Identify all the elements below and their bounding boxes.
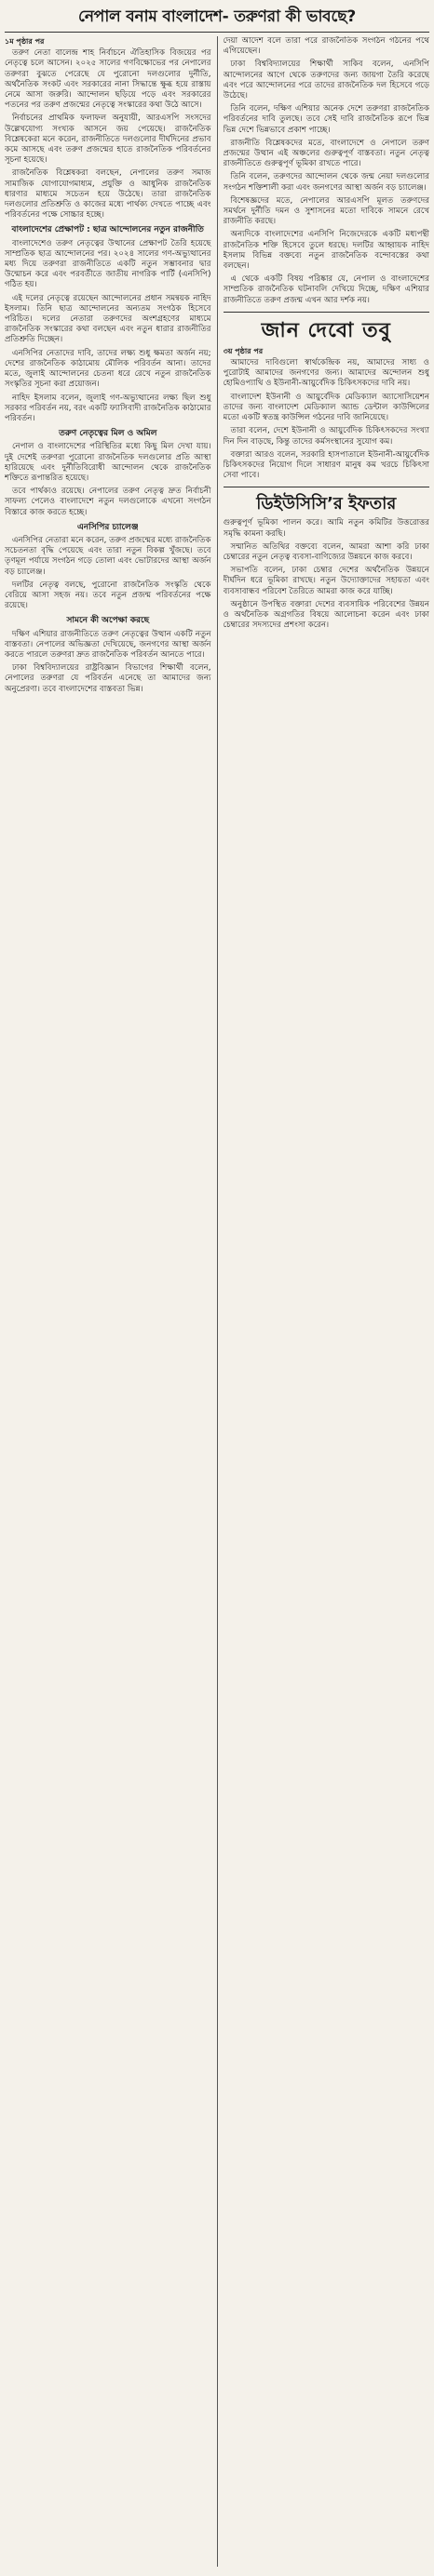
section-title: জান দেবো তবু <box>261 318 391 342</box>
paragraph: তিনি বলেন, তরুণদের আন্দোলন থেকে জন্ম নেয়া দলগুলোর সংগঠন শক্তিশালী করা এবং জনগণের আস্থা অর্জন বড় চ্যালেঞ্জ। <box>223 172 429 193</box>
continuation-label: ৩য় পৃষ্ঠার পর <box>223 346 264 355</box>
article-columns <box>5 36 429 2567</box>
paragraph: এ থেকে একটি বিষয় পরিষ্কার যে, নেপাল ও বাংলাদেশের সাম্প্রতিক রাজনৈতিক ঘটনাবলি দেখিয়ে দিচ্ছে, দক্ষিণ এশিয়ার রাজনীতিতে তরুণ প্রজন্ম এখন আর দর্শক নয়। <box>223 274 429 305</box>
subheading: বাংলাদেশের প্রেক্ষাপট : ছাত্র আন্দোলনের নতুন রাজনীতি <box>11 225 204 235</box>
right-column <box>224 36 430 2567</box>
continuation-label: ১ম পৃষ্ঠার পর <box>5 37 45 46</box>
paragraph: সভাপতি বলেন, ঢাকা চেম্বার দেশের অর্থনৈতিক উন্নয়নে দীর্ঘদিন ধরে ভূমিকা রাখছে। নতুন উদ্যোক্তাদের সহায়তা এবং ব্যবসাবান্ধব পরিবেশ তৈরিতে আমরা কাজ করে যাচ্ছি। <box>223 566 429 596</box>
paragraph: এনসিপির নেতারা মনে করেন, তরুণ প্রজন্মের মধ্যে রাজনৈতিক সচেতনতা বৃদ্ধি পেয়েছে এবং তারা নতুন বিকল্প খুঁজছে। তবে তৃণমূল পর্যায়ে সংগঠন গড়ে তোলা এবং ভোটারদের আস্থা অর্জন বড় চ্যালেঞ্জ। <box>5 535 211 577</box>
left-column <box>5 36 211 2567</box>
paragraph: রাজনীতি বিশ্লেষকদের মতে, বাংলাদেশে ও নেপালে তরুণ প্রজন্মের উত্থান এই অঞ্চলের গুরুত্বপূর্ণ বাস্তবতা। নতুন নেতৃত্ব রাজনীতিতে গুরুত্বপূর্ণ ভূমিকা রাখতে পারে। <box>223 138 429 169</box>
column-divider <box>217 36 218 2567</box>
section-rule <box>224 312 430 313</box>
paragraph: তিনি বলেন, দক্ষিণ এশিয়ার অনেক দেশে তরুণরা রাজনৈতিক পরিবর্তনের দাবি তুলছে। তবে সেই দাবি রাজনৈতিক রূপে ভিন্ন ভিন্ন দেশে ভিন্নভাবে প্রকাশ পাচ্ছে। <box>223 104 429 135</box>
paragraph: এনসিপির নেতাদের দাবি, তাদের লক্ষ্য শুধু ক্ষমতা অর্জন নয়; দেশের রাজনৈতিক কাঠামোয় মৌলিক পরিবর্তন আনা। তাদের মতে, জুলাই আন্দোলনের চেতনা ধরে রেখে নতুন রাজনৈতিক সংস্কৃতির সূচনা করা প্রয়োজন। <box>5 348 211 390</box>
paragraph: অনুষ্ঠানে উপস্থিত বক্তারা দেশের ব্যবসায়িক পরিবেশের উন্নয়ন ও অর্থনৈতিক অগ্রগতির বিষয়ে আলোচনা করেন এবং ঢাকা চেম্বারের সদস্যদের প্রশংসা করেন। <box>223 599 429 631</box>
paragraph: বিশেষজ্ঞদের মতে, নেপালের আরএসপি মূলত তরুণদের সমর্থনে দুর্নীতি দমন ও সুশাসনের মতো দাবিকে সামনে রেখে রাজনীতি করছে। <box>223 195 429 227</box>
paragraph: দক্ষিণ এশিয়ার রাজনীতিতে তরুণ নেতৃত্বের উত্থান একটি নতুন বাস্তবতা। নেপালের অভিজ্ঞতা দেখিয়েছে, জনগণের আস্থা অর্জন করতে পারলে তরুণরা দ্রুত রাজনৈতিক পরিবর্তন আনতে পারে। <box>5 629 211 660</box>
paragraph: তারা বলেন, দেশে ইউনানী ও আয়ুর্বেদিক চিকিৎসকদের সংখ্যা দিন দিন বাড়ছে, কিন্তু তাদের কর্মসংস্থানের সুযোগ কম। <box>223 426 429 447</box>
paragraph: বাংলাদেশেও তরুণ নেতৃত্বের উত্থানের প্রেক্ষাপট তৈরি হয়েছে সাম্প্রতিক ছাত্র আন্দোলনের পর। ২০২৪ সালের গণ-অভ্যুত্থানের মধ্য দিয়ে তরুণরা রাজনীতিতে একটি নতুন সম্ভাবনার দ্বার উন্মোচন করে এবং পরবর্তীতে জাতীয় নাগরিক পার্টি (এনসিপি) গঠিত হয়। <box>5 238 211 290</box>
paragraph: দেয়া আদেশ বলে তারা পরে রাজনৈতিক সংগঠন গঠনের পথে এগিয়েছেন। <box>223 36 429 57</box>
section-title: ডিইউসিসি’র ইফতার <box>256 494 397 514</box>
paragraph: নেপাল ও বাংলাদেশের পরিস্থিতির মধ্যে কিছু মিল দেখা যায়। দুই দেশেই তরুণরা পুরোনো রাজনৈতিক দলগুলোর প্রতি আস্থা হারিয়েছে এবং দুর্নীতিবিরোধী আন্দোলন থেকে রাজনৈতিক শক্তিতে রূপান্তরিত হয়েছে। <box>5 442 211 483</box>
paragraph: সম্মানিত অতিথির বক্তব্যে বলেন, আমরা আশা করি ঢাকা চেম্বারের নতুন নেতৃত্ব ব্যবসা-বাণিজ্যের উন্নয়নে কাজ করবে। <box>223 541 429 562</box>
paragraph: দলটির নেতৃত্ব বলছে, পুরোনো রাজনৈতিক সংস্কৃতি থেকে বেরিয়ে আসা সহজ নয়। তবে নতুন প্রজন্ম পরিবর্তনের পক্ষে রয়েছে। <box>5 580 211 611</box>
paragraph: গুরুত্বপূর্ণ ভূমিকা পালন করে। আমি নতুন কমিটির উত্তরোত্তর সমৃদ্ধি কামনা করছি। <box>223 518 429 539</box>
subheading: সামনে কী অপেক্ষা করছে <box>66 616 150 626</box>
paragraph: এই দলের নেতৃত্বে রয়েছেন আন্দোলনের প্রধান সমন্বয়ক নাহিদ ইসলাম। তিনি ছাত্র আন্দোলনের অন্যতম সংগঠক হিসেবে পরিচিত। দলের নেতারা তরুণদের অংশগ্রহণের মাধ্যমে রাজনৈতিক সংস্কারের কথা বলছেন এবং নতুন ধারার রাজনীতির প্রতিশ্রুতি দিচ্ছেন। <box>5 293 211 345</box>
paragraph: তবে পার্থক্যও রয়েছে। নেপালের তরুণ নেতৃত্ব দ্রুত নির্বাচনী সাফল্য পেলেও বাংলাদেশে নতুন দলগুলোকে এখনো সংগঠন বিস্তারে কাজ করতে হচ্ছে। <box>5 487 211 517</box>
paragraph: অন্যদিকে বাংলাদেশের এনসিপি নিজেদেরকে একটি মধ্যপন্থী রাজনৈতিক শক্তি হিসেবে তুলে ধরছে। দলটির আহ্বায়ক নাহিদ ইসলাম বিভিন্ন বক্তব্যে নতুন রাজনৈতিক বন্দোবস্তের কথা বলছেন। <box>223 230 429 272</box>
paragraph: আমাদের দাবিগুলো স্বার্থকেন্দ্রিক নয়, আমাদের সাধ্য ও পুরোটাই আমাদের জনগণের জন্য। আমাদের অন্দোলন শুধু হোমিওপ্যাথি ও ইউনানী-আয়ুর্বেদিক চিকিৎসকদের দাবি নয়। <box>223 358 429 389</box>
paragraph: বাংলাদেশ ইউনানী ও আয়ুর্বেদিক মেডিক্যাল অ্যাসোসিয়েশন তাদের জন্য বাংলাদেশ মেডিক্যাল অ্যান্ড ডেন্টাল কাউন্সিলের মতো একটি স্বতন্ত্র কাউন্সিল গঠনের দাবি জানিয়েছে। <box>223 392 429 423</box>
paragraph: রাজনৈতিক বিশ্লেষকরা বলছেন, নেপালের তরুণ সমাজ সামাজিক যোগাযোগমাধ্যম, প্রযুক্তি ও আধুনিক রাজনৈতিক ধারণার মাধ্যমে সচেতন হয়ে উঠেছে। তারা রাজনৈতিক দলগুলোর প্রতিশ্রুতি ও কাজের মধ্যে পার্থক্য দেখতে পাচ্ছে এবং পরিবর্তনের পক্ষে সোচ্চার হচ্ছে। <box>5 168 211 220</box>
paragraph: তরুণ নেতা বালেন্দ্র শাহ নির্বাচনে ঐতিহাসিক বিজয়ের পর নেতৃত্বে চলে আসেন। ২০২৫ সালের গণবিক্ষোভের পর নেপালের তরুণরা বুঝতে পেরেছে যে পুরোনো দলগুলোর দুর্নীতি, অর্থনৈতিক সংকট এবং সরকারের নানা সিদ্ধান্তে ক্ষুব্ধ হয়ে রাস্তায় নেমে আসা জরুরি। আন্দোলন ছড়িয়ে পড়ে এবং সরকারের পতনের পর তরুণ প্রজন্মের নেতৃত্বে সংস্কারের কথা উঠে আসে। <box>5 48 211 111</box>
subheading: তরুণ নেতৃত্বের মিল ও অমিল <box>59 429 157 439</box>
paragraph: বক্তারা আরও বলেন, সরকারি হাসপাতালে ইউনানী-আয়ুর্বেদিক চিকিৎসকদের নিয়োগ দিলে সাধারণ মানুষ কম খরচে চিকিৎসা সেবা পাবে। <box>223 449 429 481</box>
paragraph: ঢাকা বিশ্ববিদ্যালয়ের শিক্ষার্থী সাকিব বলেন, এনসিপি আন্দোলনের আগে থেকে তরুণদের জন্য জায়গা তৈরি করেছে এবং পরে আন্দোলনের পরে তাদের রাজনৈতিক দল হিসেবে গড়ে উঠেছে। <box>223 60 429 101</box>
paragraph: নাহিদ ইসলাম বলেন, জুলাই গণ-অভ্যুত্থানের লক্ষ্য ছিল শুধু সরকার পরিবর্তন নয়, বরং একটি ফ্যাসিবাদী রাজনৈতিক কাঠামোর পরিবর্তন। <box>5 393 211 423</box>
paragraph: ঢাকা বিশ্ববিদ্যালয়ের রাষ্ট্রবিজ্ঞান বিভাগের শিক্ষার্থী বলেন, নেপালের তরুণরা যে পরিবর্তন এনেছে তা আমাদের জন্য অনুপ্রেরণা। তবে বাংলাদেশের বাস্তবতা ভিন্ন। <box>5 663 211 694</box>
headline: নেপাল বনাম বাংলাদেশ- তরুণরা কী ভাবছে? <box>5 6 429 33</box>
subheading: এনসিপির চ্যালেঞ্জ <box>76 522 139 532</box>
paragraph: নির্বাচনের প্রাথমিক ফলাফল অনুযায়ী, আরএসপি সংসদের উল্লেখযোগ্য সংখ্যক আসনে জয় পেয়েছে। রাজনৈতিক বিশ্লেষকেরা মনে করেন, রাজনীতিতে দলগুলোর দীর্ঘদিনের প্রভাব কমে আসছে এবং তরুণ প্রজন্মের হাতে রাজনৈতিক পরিবর্তনের সূচনা হয়েছে। <box>5 113 211 166</box>
